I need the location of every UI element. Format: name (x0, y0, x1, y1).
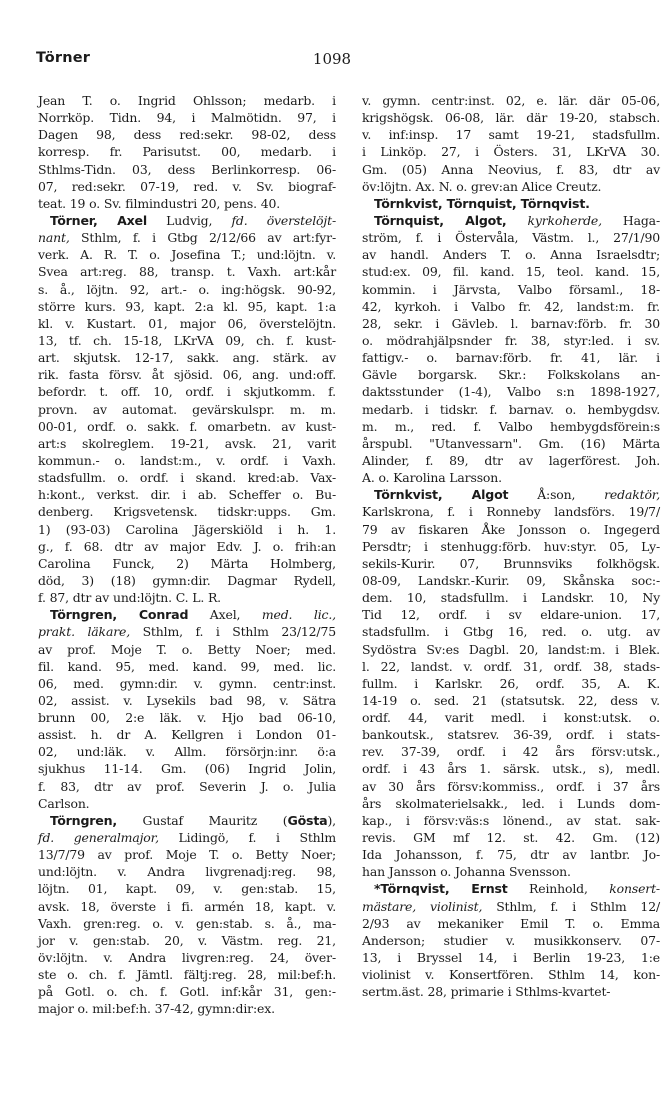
text-line (38, 589, 336, 606)
entry-title-italic: nant, (38, 230, 70, 246)
text-line (362, 641, 660, 658)
text-run: befordr. t. off. 10, ordf. i skjutkomm. f. (38, 384, 336, 400)
text-line (38, 332, 336, 349)
text-line (362, 401, 660, 418)
text-run: ordf. i 43 års 1. särsk. utsk., s), medl. (362, 761, 660, 777)
text-run: öv:löjtn. v. Andra livgren:reg. 24, över- (38, 950, 336, 966)
text-line (38, 743, 336, 760)
text-line (362, 126, 660, 143)
text-run: av 30 års försv:kommiss., ordf. i 37 års (362, 778, 660, 794)
text-line (38, 658, 336, 675)
text-run: Ida Johansson, f. 75, dtr av lantbr. Jo- (362, 847, 660, 863)
page-header (0, 50, 664, 80)
text-line (362, 383, 660, 400)
text-run: m. m., red. f. Valbo hembygdsförein:s (362, 418, 660, 434)
text-run: han Jansson o. Johanna Svensson. (362, 864, 571, 880)
text-run (507, 213, 528, 228)
text-run: bankoutsk., statsrev. 36-39, ordf. i stats- (362, 727, 660, 743)
text-run: på Gotl. o. ch. f. Gotl. inf:kår 31, gen:- (38, 984, 336, 1000)
entry-headword: Törnkvist, Algot (374, 487, 509, 503)
text-line (362, 863, 660, 880)
text-line (38, 503, 336, 520)
text-run: verk. A. R. T. o. Josefina T.; und:löjtn. v. (38, 247, 336, 263)
text-line (38, 281, 336, 298)
text-run: stadsfullm. o. ordf. i skand. kred:ab. Vax- (38, 470, 336, 486)
text-run: kommun.- o. landst:m., v. ordf. i Vaxh. (38, 452, 336, 468)
text-line (38, 486, 336, 503)
text-line (38, 812, 336, 829)
text-line (362, 589, 660, 606)
text-run: o. mödrahjälpsnder fr. 38, styr:led. i sv. (362, 332, 660, 348)
text-run: Karlskrona, f. i Ronneby landsförs. 19/7/ (362, 504, 660, 520)
text-line (38, 212, 336, 229)
text-run: s. å., löjtn. 92, art.- o. ing:högsk. 90-92, (38, 281, 336, 297)
text-run: 1) (93-03) Carolina Jägerskiöld i h. 1. (38, 521, 336, 537)
text-run: dem. 10, stadsfullm. i Landskr. 10, Ny (362, 590, 660, 606)
text-line (362, 315, 660, 332)
text-line (362, 829, 660, 846)
text-run: Gävle borgarsk. Skr.: Folkskolans an- (362, 367, 660, 383)
text-run: assist. h. dr A. Kellgren i London 01- (38, 727, 336, 743)
text-line (38, 726, 336, 743)
text-run: 02, assist. v. Lysekils bad 98, v. Sätra (38, 692, 336, 708)
text-run: art:s skolreglem. 19-21, avsk. 21, varit (38, 435, 336, 451)
text-run: Norrköp. Tidn. 94, i Malmötidn. 97, i (38, 110, 336, 126)
text-run: v. gymn. centr:inst. 02, e. lär. där 05-06, (362, 93, 660, 108)
text-run: v. inf:insp. 17 samt 19-21, stadsfullm. (362, 127, 660, 143)
text-line (38, 623, 336, 640)
text-run: teat. 19 o. Sv. filmindustri 20, pens. 40. (38, 195, 281, 211)
text-line (38, 383, 336, 400)
text-run: 08-09, Landskr.-Kurir. 09, Skånska soc:- (362, 572, 660, 588)
text-run: 28, sekr. i Gävleb. l. barnav:förb. fr. 30 (362, 315, 660, 331)
text-line (362, 229, 660, 246)
text-run: h:kont., verkst. dir. i ab. Scheffer o. Bu- (38, 487, 336, 503)
text-line (38, 709, 336, 726)
entry-title-italic: kyrkoherde, (527, 212, 602, 228)
text-line (362, 726, 660, 743)
text-line (38, 863, 336, 880)
text-line (362, 298, 660, 315)
text-run: Haga- (601, 212, 660, 228)
text-line (38, 538, 336, 555)
text-line (362, 915, 660, 932)
text-line (362, 743, 660, 760)
text-run: provn. av automat. gevärskulspr. m. m. (38, 401, 336, 417)
text-line (38, 195, 336, 212)
text-line (362, 880, 660, 897)
text-run: kap., i försv:väs:s lönend., av stat. sak- (362, 812, 660, 828)
entry-headword: Gösta (287, 812, 328, 828)
text-line (362, 212, 660, 229)
text-line (362, 675, 660, 692)
text-line (362, 555, 660, 572)
text-line (38, 246, 336, 263)
text-line (38, 1000, 336, 1017)
text-run: Reinhold, (507, 881, 610, 897)
text-line (38, 109, 336, 126)
text-line (362, 949, 660, 966)
text-run: Vaxh. gren:reg. o. v. gen:stab. s. å., ma- (38, 915, 336, 931)
text-line (362, 795, 660, 812)
text-line (38, 418, 336, 435)
text-line (38, 229, 336, 246)
entry-headword: Törnquist, Algot, (374, 212, 507, 228)
text-run: medarb. i tidskr. f. barnav. o. hembygdsv. (362, 401, 660, 417)
text-line (38, 760, 336, 777)
right-column (362, 92, 660, 1000)
entry-title-italic: prakt. läkare, (38, 624, 131, 640)
text-run: Carlson. (38, 795, 90, 811)
text-run: 06, med. gymn:dir. v. gymn. centr:inst. (38, 675, 336, 691)
text-line (38, 452, 336, 469)
text-run: A. o. Karolina Larsson. (362, 470, 502, 486)
text-line (362, 178, 660, 195)
text-line (38, 366, 336, 383)
text-run: 42, kyrkoh. i Valbo fr. 42, landst:m. fr. (362, 298, 660, 314)
text-run: öv:löjtn. Ax. N. o. grev:an Alice Creutz. (362, 178, 602, 194)
text-run: stadsfullm. i Gtbg 16, red. o. utg. av (362, 624, 660, 640)
text-run: denberg. Krigsvetensk. tidskr:upps. Gm. (38, 504, 336, 520)
entry-headword: Törngren, (50, 812, 117, 828)
text-run: krigshögsk. 06-08, lär. där 19-20, stabsch. (362, 110, 660, 126)
text-line (362, 760, 660, 777)
text-line (362, 109, 660, 126)
entry-headword: Törnkvist, Törnquist, Törnqvist. (374, 195, 590, 211)
text-run: revis. GM mf 12. st. 42. Gm. (12) (362, 830, 660, 846)
text-line (362, 503, 660, 520)
text-line (38, 915, 336, 932)
text-line (362, 572, 660, 589)
text-line (362, 332, 660, 349)
text-line (362, 983, 660, 1000)
text-run: ), (327, 812, 336, 828)
text-run: kommin. i Järvsta, Valbo församl., 18- (362, 281, 660, 297)
text-run: Sthlm, f. i Sthlm 23/12/75 (130, 624, 336, 640)
text-run: Persdtr; i stenhugg:förb. huv:styr. 05, Ly- (362, 538, 660, 554)
text-line (362, 143, 660, 160)
text-line (38, 692, 336, 709)
text-line (362, 538, 660, 555)
text-run: daktsstunder (1-4), Valbo s:n 1898-1927, (362, 384, 660, 400)
text-line (38, 143, 336, 160)
text-line (38, 795, 336, 812)
text-line (362, 966, 660, 983)
text-line (362, 623, 660, 640)
text-line (362, 846, 660, 863)
text-line (38, 263, 336, 280)
text-run: Jean T. o. Ingrid Ohlsson; medarb. i (38, 93, 336, 108)
text-run: löjtn. 01, kapt. 09, v. gen:stab. 15, (38, 881, 336, 897)
text-run: 02, und:läk. v. Allm. försörjn:inr. ö:a (38, 744, 336, 760)
text-run: fattigv.- o. barnav:förb. fr. 41, lär. i (362, 350, 660, 366)
text-run: Lidingö, f. i Sthlm (158, 830, 336, 846)
text-run: 14-19 o. sed. 21 (statsutsk. 22, dess v. (362, 692, 660, 708)
text-run: 13, i Bryssel 14, i Berlin 19-23, 1:e (362, 950, 660, 966)
text-line (38, 846, 336, 863)
text-line (38, 829, 336, 846)
entry-title-italic: konsert- (609, 881, 660, 897)
text-run: Tid 12, ordf. i sv eldare-union. 17, (362, 607, 660, 623)
text-line (362, 281, 660, 298)
text-run: brunn 00, 2:e läk. v. Hjo bad 06-10, (38, 710, 336, 726)
text-line (362, 92, 660, 109)
text-run: 79 av fiskaren Åke Jonsson o. Ingegerd (362, 521, 660, 537)
text-run: ste o. ch. f. Jämtl. fältj:reg. 28, mil:bef:h. (38, 967, 336, 983)
text-line (38, 92, 336, 109)
text-line (38, 521, 336, 538)
text-line (362, 246, 660, 263)
entry-title-italic: fd. generalmajor, (38, 830, 159, 846)
text-run: årspubl. "Utanvessarn". Gm. (16) Märta (362, 435, 660, 451)
text-run: 2/93 av mekaniker Emil T. o. Emma (362, 915, 660, 931)
text-run: års skolmaterielsakk., led. i Lunds dom- (362, 795, 660, 811)
text-line (38, 949, 336, 966)
text-line (38, 983, 336, 1000)
entry-title-italic: mästare, violinist, (362, 898, 483, 914)
text-line (362, 469, 660, 486)
text-line (362, 898, 660, 915)
page-number: 1098 (312, 50, 352, 68)
text-run: 13, tf. ch. 15-18, LKrVA 09, ch. f. kust- (38, 332, 336, 348)
text-run: Sthlm, f. i Sthlm 12/ (482, 898, 660, 914)
text-line (38, 469, 336, 486)
text-line (362, 349, 660, 366)
text-line (362, 812, 660, 829)
text-line (362, 932, 660, 949)
text-line (38, 572, 336, 589)
text-run: Å:son, (508, 487, 605, 503)
text-line (362, 161, 660, 178)
text-run: av handl. Anders T. o. Anna Israelsdtr; (362, 247, 660, 263)
text-line (38, 126, 336, 143)
text-run: violinist v. Konsertfören. Sthlm 14, kon- (362, 967, 660, 983)
text-run: Sthlms-Tidn. 03, dess Berlinkorresp. 06- (38, 161, 336, 177)
text-line (38, 641, 336, 658)
text-line (38, 435, 336, 452)
text-run: rev. 37-39, ordf. i 42 års försv:utsk., (362, 744, 660, 760)
text-run: ordf. 44, varit medl. i konst:utsk. o. (362, 710, 660, 726)
text-run: l. 22, landst. v. ordf. 31, ordf. 38, stads- (362, 658, 660, 674)
text-run: fullm. i Karlskr. 26, ordf. 35, A. K. (362, 675, 660, 691)
text-run: f. 83, dtr av prof. Severin J. o. Julia (38, 778, 336, 794)
text-run: Sthlm, f. i Gtbg 2/12/66 av art:fyr- (69, 230, 336, 246)
running-head: Törner (36, 50, 91, 66)
text-run: död, 3) (18) gymn:dir. Dagmar Rydell, (38, 572, 336, 588)
text-line (362, 709, 660, 726)
text-run: Svea art:reg. 88, transp. t. Vaxh. art:kår (38, 264, 336, 280)
text-line (362, 366, 660, 383)
entry-headword: *Törnqvist, Ernst (374, 881, 508, 897)
text-line (362, 521, 660, 538)
text-line (38, 898, 336, 915)
entry-title-italic: med. lic., (261, 607, 336, 623)
text-run: Dagen 98, dess red:sekr. 98-02, dess (38, 127, 336, 143)
text-run: f. 87, dtr av und:löjtn. C. L. R. (38, 590, 221, 606)
text-line (38, 178, 336, 195)
text-run: und:löjtn. v. Andra livgrenadj:reg. 98, (38, 864, 336, 880)
text-run: 07, red:sekr. 07-19, red. v. Sv. biograf- (38, 178, 336, 194)
text-run: sekils-Kurir. 07, Brunnsviks folkhögsk. (362, 555, 660, 571)
text-line (38, 778, 336, 795)
text-run: Axel, (188, 607, 262, 623)
text-run: avsk. 18, överste i fi. armén 18, kapt. v. (38, 898, 336, 914)
text-run: stud:ex. 09, fil. kand. 15, teol. kand. 15, (362, 264, 660, 280)
entry-title-italic: redaktör, (604, 487, 661, 503)
entry-headword: Törngren, Conrad (50, 607, 189, 623)
text-run: rik. fasta försv. åt sjösid. 06, ang. und:off. (38, 367, 336, 383)
text-run: Anderson; studier v. musikkonserv. 07- (362, 932, 660, 948)
text-run: korresp. fr. Parisutst. 00, medarb. i (38, 144, 336, 160)
text-line (362, 692, 660, 709)
text-line (362, 606, 660, 623)
text-run: 00-01, ordf. o. sakk. f. omarbetn. av kust- (38, 418, 336, 434)
text-run: kl. v. Kustart. 01, major 06, överstelöjtn. (38, 315, 336, 331)
text-run: art. skjutsk. 12-17, sakk. ang. stärk. av (38, 350, 336, 366)
text-line (362, 195, 660, 212)
text-line (38, 349, 336, 366)
text-run: 13/7/79 av prof. Moje T. o. Betty Noer; (38, 847, 336, 863)
text-line (38, 675, 336, 692)
text-line (38, 555, 336, 572)
text-line (362, 658, 660, 675)
text-line (38, 966, 336, 983)
text-run: jor v. gen:stab. 20, v. Västm. reg. 21, (38, 932, 336, 948)
text-line (38, 932, 336, 949)
text-line (38, 880, 336, 897)
text-line (38, 161, 336, 178)
text-run: major o. mil:bef:h. 37-42, gymn:dir:ex. (38, 1001, 275, 1017)
text-line (362, 435, 660, 452)
text-run: större kurs. 93, kapt. 2:a kl. 95, kapt. 1:a (38, 298, 336, 314)
text-line (38, 315, 336, 332)
text-line (38, 298, 336, 315)
entry-title-italic: fd. överstelöjt- (231, 212, 336, 228)
text-line (38, 401, 336, 418)
text-run: sertm.äst. 28, primarie i Sthlms-kvartet- (362, 984, 611, 1000)
text-line (38, 606, 336, 623)
text-run: Gustaf Mauritz ( (116, 812, 288, 828)
left-column (38, 92, 336, 1018)
text-run: i Linköp. 27, i Östers. 31, LKrVA 30. (362, 144, 660, 160)
text-run: fil. kand. 95, med. kand. 99, med. lic. (38, 658, 336, 674)
text-run: g., f. 68. dtr av major Edv. J. o. frih:an (38, 538, 336, 554)
text-line (362, 418, 660, 435)
text-run: Gm. (05) Anna Neovius, f. 83, dtr av (362, 161, 660, 177)
entry-headword: Törner, Axel (50, 212, 148, 228)
text-run: Alinder, f. 89, dtr av lagerförest. Joh. (362, 452, 660, 468)
text-run: Carolina Funck, 2) Märta Holmberg, (38, 555, 336, 571)
text-line (362, 263, 660, 280)
text-run: Ludvig, (147, 212, 232, 228)
text-run: sjukhus 11-14. Gm. (06) Ingrid Jolin, (38, 761, 336, 777)
text-line (362, 452, 660, 469)
text-line (362, 778, 660, 795)
text-run: av prof. Moje T. o. Betty Noer; med. (38, 641, 336, 657)
text-line (362, 486, 660, 503)
text-run: Sydöstra Sv:es Dagbl. 20, landst:m. i Blek. (362, 641, 660, 657)
text-run: ström, f. i Östervåla, Västm. l., 27/1/90 (362, 230, 660, 246)
